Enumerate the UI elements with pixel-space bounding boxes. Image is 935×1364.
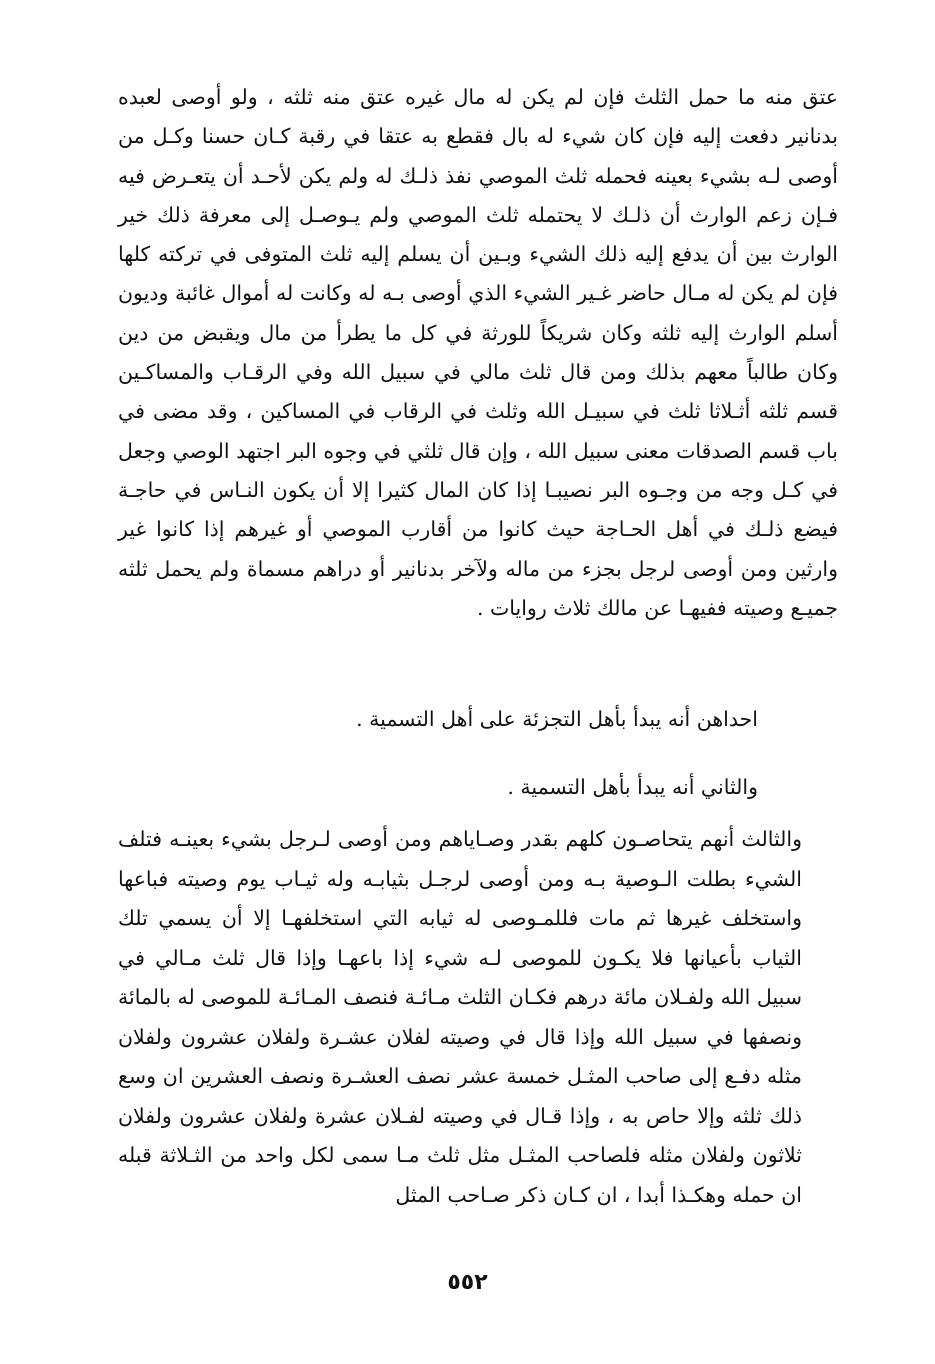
paragraph-third-narration: والثالث أنهم يتحاصـون كلهم بقدر وصـاياهم ومن أوصى لـرجل بشيء بعينـه فتلف الشيء بطلت الـوصية بـه ومن أوصى لرجـل بثيابـه وله ثيـاب يوم وصيته فباعها واستخلف غيرها ثم مات فللمـوصى له ثيابه التي استخلفهـا إلا أن يسمي تلك الثياب بأعيانها فلا يكـون للموصى لـه شيء إذا باعهـا وإذا قال ثلث مـالي في سبيل الله ولفـلان مائة درهم فكـان الثلث مـائـة فنصف المـائـة للموصى له بالمائة ونصفها في سبيل الله وإذا قال في وصيته لفلان عشـرة ولفلان عشرون ولفلان مثله دفـع إلى صاحب المثـل خمسة عشر نصف العشـرة ونصف العشرين ان وسع ذلك ثلثه وإلا حاص به ، وإذا قـال في وصيته لفـلان عشرة ولفلان عشرون ولفلان ثلاثون ولفلان مثله فلصاحب المثـل مثل ثلث مـا سمى لكل واحد من الثـلاثة قبله ان حمله وهكـذا أبدا ، ان كـان ذكر صـاحب المثل — [118, 827, 802, 1207]
paragraph-first-narration: احداهن أنه يبدأ بأهل التجزئة على أهل التسمية . — [356, 707, 758, 731]
paragraph-second-narration: والثاني أنه يبدأ بأهل التسمية . — [507, 775, 758, 799]
page-number: ٥٥٢ — [447, 1270, 488, 1295]
paragraph-main: عتق منه ما حمل الثلث فإن لم يكن له مال غيره عتق منه ثلثه ، ولو أوصى لعبده بدنانير دفعت إليه فإن كان شيء له بال فقطع به عتقا في رقبة كـان حسنا وكـل من أوصى لـه بشيء بعينه فحمله ثلث الموصي نفذ ذلـك له ولم يكن لأحـد أن يتعـرض فيه فـإن زعم الوارث أن ذلـك لا يحتمله ثلث الموصي ولم يـوصـل إلى معرفة ذلك خير الوارث بين أن يدفع إليه ذلك الشيء وبـين أن يسلم إليه ثلث المتوفى في تركته كلها فإن لم يكن له مـال حاضر غـير الشيء الذي أوصى بـه له وكانت له أموال غائبة وديون أسلم الوارث إليه ثلثه وكان شريكاً للورثة في كل ما يطرأ من مال ويقبض من دين وكان طالباً معهم بذلك ومن قال ثلث مالي في سبيل الله وفي الرقـاب والمساكـين قسم ثلثه أثـلاثا ثلث في سبيـل الله وثلث في الرقاب في المساكين ، وقد مضى في باب قسم الصدقات معنى سبيل الله ، وإن قال ثلثي في وجوه البر اجتهد الوصي وجعل في كـل وجه من وجـوه البر نصيبـا إذا كان المال كثيرا إلا أن يكون النـاس في حاجـة فيضع ذلـك في أهل الحـاجة حيث كانوا من أقارب الموصي أو غيرهم إذا كانوا غير وارثين ومن أوصى لرجل بجزء من ماله ولآخر بدنانير أو دراهم مسماة ولم يحمل ثلثه جميـع وصيته ففيهـا عن مالك ثلاث روايات . — [118, 85, 838, 620]
